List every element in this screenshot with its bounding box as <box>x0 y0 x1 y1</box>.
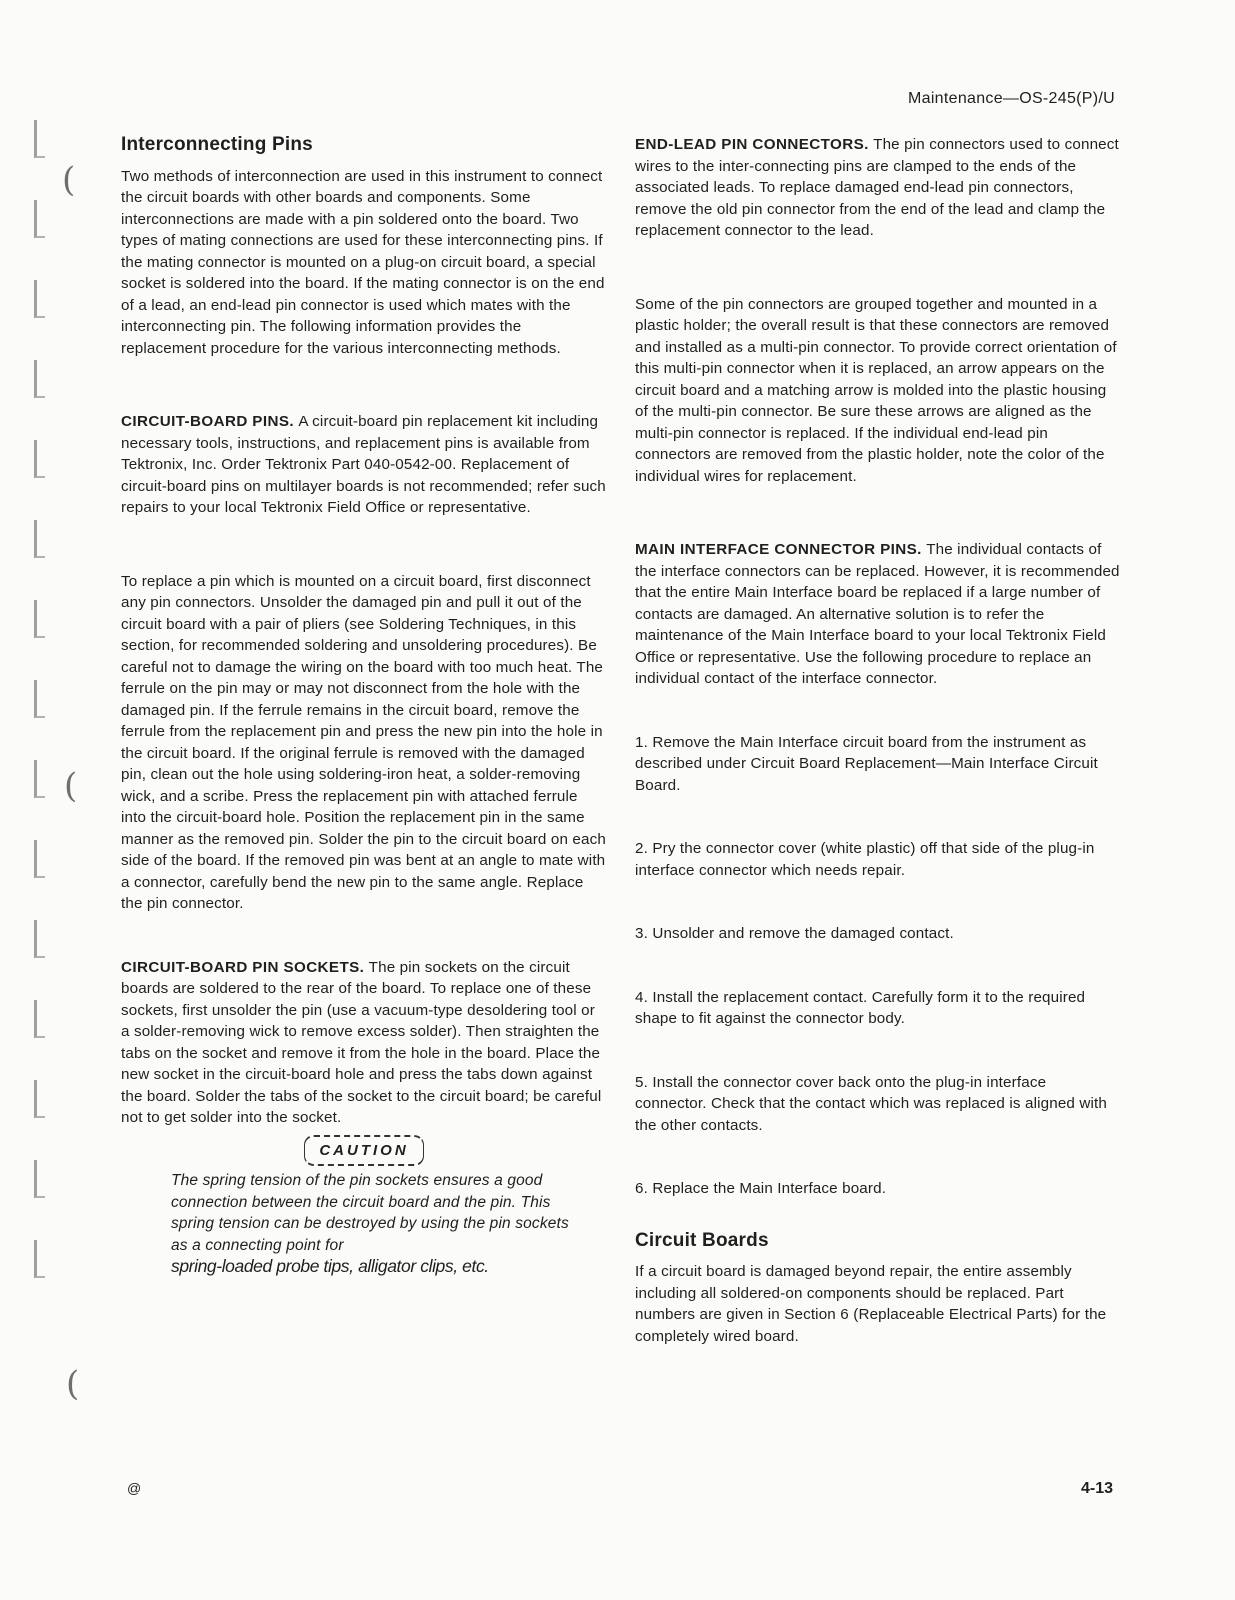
procedure-step: 2. Pry the connector cover (white plastic) off that side of the plug-in interface connector which needs repair. <box>635 840 1095 879</box>
footer-mark: @ <box>127 1480 142 1496</box>
main-interface-paragraph <box>635 539 1120 690</box>
binding-hole-mark: ( <box>62 160 76 200</box>
procedure-step: 1. Remove the Main Interface circuit board from the instrument as described under Circuit Board Replacement—Main Interface Circuit Board. <box>635 733 1098 794</box>
paragraph-body: A circuit-board pin replacement kit including necessary tools, instructions, and replacement pins is available from Tektronix, Inc. Order Tektronix Part 040-0542-00. Replacement of circuit-board pins on multilayer boards is not recommended; refer such repairs to your local Tektronix Field Office or representative. <box>121 413 606 516</box>
binding-hole-mark: ( <box>64 766 78 806</box>
pin-sockets-paragraph <box>121 957 607 1129</box>
grouped-connectors-paragraph: Some of the pin connectors are grouped together and mounted in a plastic holder; the overall result is that these connectors are removed and installed as a multi-pin connector. To provide correct orientation of this multi-pin connector when it is replaced, an arrow appears on the circuit board and a matching arrow is molded into the plastic housing of the multi-pin connector. Be sure these arrows are aligned as the multi-pin connector is replaced. If the individual end-lead pin connectors are removed from the plastic holder, note the color of the individual wires for replacement. <box>635 295 1117 485</box>
page-number: 4-13 <box>1080 1480 1113 1497</box>
caution-text-end: spring-loaded probe tips, alligator clips, etc. <box>171 1256 489 1276</box>
binding-marks <box>28 120 58 1320</box>
caution-text-main: The spring tension of the pin sockets ensures a good connection between the circuit board and the pin. This spring tension can be destroyed by using the pin sockets as a connecting point for <box>171 1172 569 1254</box>
run-in-heading: CIRCUIT-BOARD PIN SOCKETS. <box>121 958 365 976</box>
caution-text <box>171 1170 571 1279</box>
binding-hole-mark: ( <box>66 1364 80 1404</box>
intro-paragraph: Two methods of interconnection are used in this instrument to connect the circuit boards with other boards and components. Some interconnections are made with a pin soldered onto the board. Two types of mating connections are used for these interconnecting pins. If the mating connector is mounted on a plug-on circuit board, a special socket is soldered into the board. If the mating connector is on the end of a lead, an end-lead pin connector is used which mates with the interconnecting pin. The following information provides the replacement procedure for the various interconnecting methods. <box>121 167 605 357</box>
procedure-step: 5. Install the connector cover back onto the plug-in interface connector. Check that the contact which was replaced is aligned with the other contacts. <box>635 1073 1107 1134</box>
paragraph-body: The pin connectors used to connect wires to the inter-connecting pins are clamped to the ends of the associated leads. To replace damaged end-lead pin connectors, remove the old pin connector from the end of the lead and clamp the replacement connector to the lead. <box>635 136 1119 239</box>
replace-pin-paragraph: To replace a pin which is mounted on a circuit board, first disconnect any pin connectors. Unsolder the damaged pin and pull it out of the circuit board with a pair of pliers (see Soldering Techniques, in this section, for recommended soldering and unsoldering procedures). Be careful not to damage the wiring on the board with too much heat. The ferrule on the pin may or may not disconnect from the hole with the damaged pin. If the ferrule remains in the circuit board, remove the ferrule from the replacement pin and press the new pin into the hole in the circuit board. If the original ferrule is removed with the damaged pin, clean out the hole using soldering-iron heat, a solder-removing wick, and a scribe. Press the replacement pin with attached ferrule into the circuit-board hole. Position the replacement pin in the same manner as the removed pin. Solder the pin to the circuit board on each side of the board. If the removed pin was bent at an angle to mate with a connector, carefully bend the new pin to the same angle. Replace the pin connector. <box>121 572 606 912</box>
paragraph-body: The individual contacts of the interface connectors can be replaced. However, it is recommended that the entire Main Interface board be replaced if a large number of contacts are damaged. An alternative solution is to refer the maintenance of the Main Interface board to your local Tektronix Field Office or representative. Use the following procedure to replace an individual contact of the interface connector. <box>635 541 1120 687</box>
section-heading: Circuit Boards <box>635 1229 769 1251</box>
running-header: Maintenance—OS-245(P)/U <box>908 90 1115 107</box>
end-lead-paragraph <box>635 134 1120 242</box>
run-in-heading: MAIN INTERFACE CONNECTOR PINS. <box>635 541 922 558</box>
paragraph-body: The pin sockets on the circuit boards are soldered to the rear of the board. To replace one of these sockets, first unsolder the pin (use a vacuum-type desoldering tool or a solder-removing wick to remove excess solder). Then straighten the tabs on the socket and remove it from the hole in the board. Place the new socket in the circuit-board hole and press the tabs down against the board. Solder the tabs of the socket to the circuit board; be careful not to get solder into the socket. <box>121 958 602 1126</box>
section-heading: Interconnecting Pins <box>121 134 313 155</box>
procedure-step: 6. Replace the Main Interface board. <box>635 1180 887 1197</box>
run-in-heading: END-LEAD PIN CONNECTORS. <box>635 136 869 153</box>
circuit-boards-paragraph: If a circuit board is damaged beyond repair, the entire assembly including all soldered-on components should be replaced. Part numbers are given in Section 6 (Replaceable Electrical Parts) for the completely wired board. <box>635 1263 1107 1345</box>
left-column <box>121 134 607 1279</box>
procedure-step: 4. Install the replacement contact. Carefully form it to the required shape to fit against the connector body. <box>635 988 1086 1027</box>
caution-block <box>121 1135 607 1167</box>
caution-label: CAUTION <box>304 1135 423 1167</box>
procedure-step: 3. Unsolder and remove the damaged contact. <box>635 925 954 942</box>
right-column <box>635 134 1120 1347</box>
run-in-heading: CIRCUIT-BOARD PINS. <box>121 413 294 430</box>
circuit-board-pins-paragraph <box>121 411 607 519</box>
